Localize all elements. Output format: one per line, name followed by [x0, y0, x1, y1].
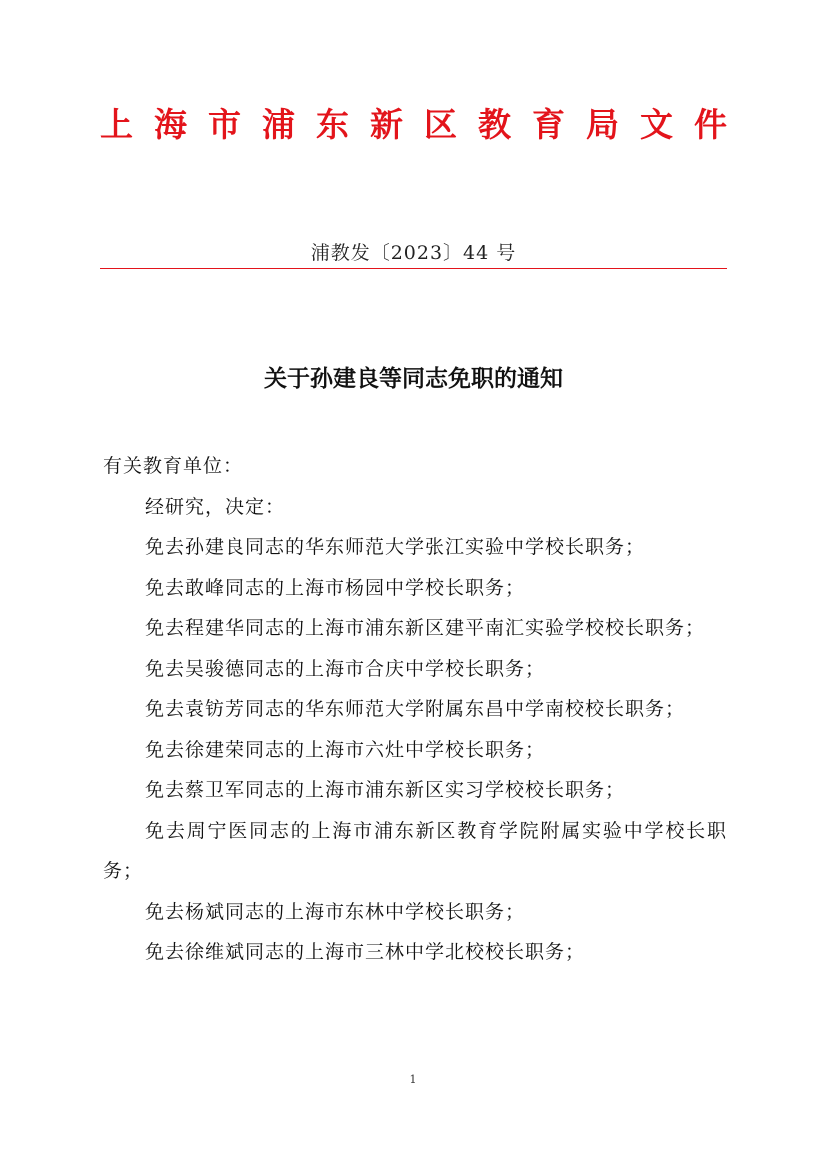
body-paragraph: 免去周宁医同志的上海市浦东新区教育学院附属实验中学校长职务； — [103, 819, 727, 882]
body-paragraph: 免去敢峰同志的上海市杨园中学校长职务； — [145, 576, 526, 599]
header-char: 东 — [316, 104, 349, 144]
body-paragraph: 免去杨斌同志的上海市东林中学校长职务； — [145, 900, 526, 923]
header-char: 育 — [532, 104, 565, 144]
document-number: 浦教发〔2023〕44 号 — [310, 242, 517, 264]
header-char: 教 — [478, 104, 511, 144]
header-char: 区 — [424, 104, 457, 144]
page-number: 1 — [409, 1073, 417, 1086]
issuing-authority-header — [100, 98, 727, 150]
body-paragraph: 免去袁钫芳同志的华东师范大学附属东昌中学南校校长职务； — [145, 698, 686, 720]
header-char: 文 — [640, 104, 673, 144]
notice-body — [103, 446, 727, 973]
header-char: 件 — [694, 104, 727, 144]
header-char: 市 — [208, 104, 241, 144]
body-paragraph: 免去徐建荣同志的上海市六灶中学校长职务； — [145, 738, 546, 761]
body-paragraph: 免去徐维斌同志的上海市三林中学北校校长职务； — [145, 941, 586, 963]
body-paragraph: 免去程建华同志的上海市浦东新区建平南汇实验学校校长职务； — [145, 617, 706, 639]
body-paragraph: 免去孙建良同志的华东师范大学张江实验中学校长职务； — [145, 536, 646, 558]
header-char: 海 — [154, 104, 187, 144]
header-char: 局 — [586, 104, 619, 144]
red-divider-line — [100, 268, 727, 269]
salutation: 有关教育单位： — [103, 455, 244, 477]
header-char: 浦 — [262, 104, 295, 144]
body-paragraph: 免去蔡卫军同志的上海市浦东新区实习学校校长职务； — [145, 779, 626, 801]
body-paragraph: 免去吴骏德同志的上海市合庆中学校长职务； — [145, 657, 546, 680]
body-paragraph: 经研究，决定： — [145, 495, 286, 518]
header-char: 新 — [370, 104, 403, 144]
notice-title: 关于孙建良等同志免职的通知 — [264, 366, 563, 392]
header-char: 上 — [100, 104, 133, 144]
